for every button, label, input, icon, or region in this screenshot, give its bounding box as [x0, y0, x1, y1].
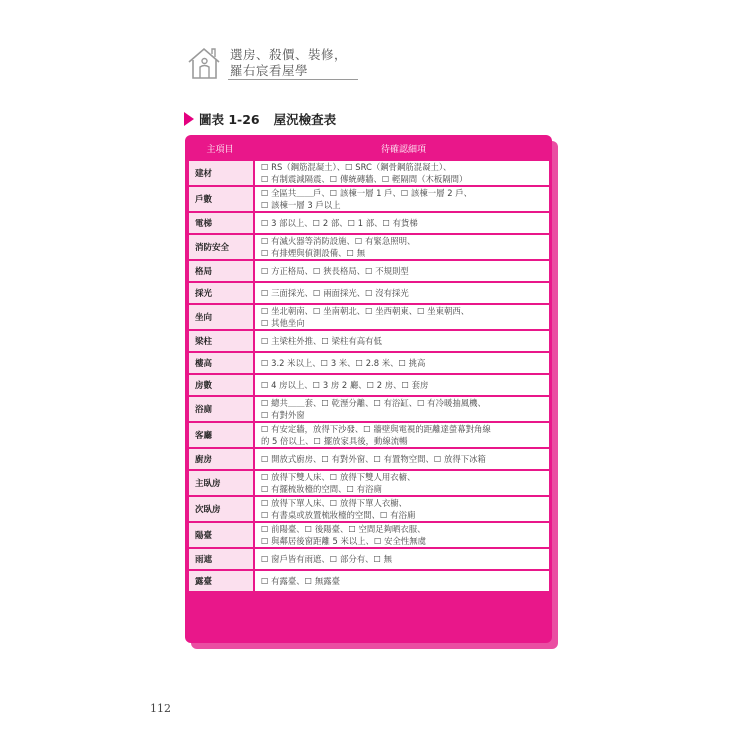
- table-row: [189, 571, 549, 591]
- table-row: [189, 235, 549, 259]
- table-row: [189, 261, 549, 281]
- row-details: [255, 471, 549, 495]
- detail-line: ☐ 放得下雙人床、☐ 放得下雙人用衣櫥、: [261, 471, 416, 482]
- row-main-item: 浴廁: [189, 397, 253, 421]
- table-row: [189, 549, 549, 569]
- row-details: [255, 305, 549, 329]
- row-main-item: 戶數: [189, 187, 253, 211]
- detail-line: 的 5 倍以上、☐ 擺放家具後，動線流暢: [261, 436, 408, 446]
- table-row: [189, 187, 549, 211]
- row-main-item: 主臥房: [189, 471, 253, 495]
- row-main-item: 坐向: [189, 305, 253, 329]
- row-main-item: 次臥房: [189, 497, 253, 521]
- table-row: [189, 305, 549, 329]
- triangle-marker-icon: [184, 112, 194, 126]
- table-row: [189, 331, 549, 351]
- detail-line: ☐ 有制震減隔震、☐ 傳統磚牆、☐ 輕隔間（木板隔間）: [261, 174, 468, 184]
- detail-line: ☐ 有擺梳妝檯的空間、☐ 有浴廁: [261, 484, 382, 494]
- row-details: [255, 261, 549, 281]
- header-divider: [228, 79, 358, 80]
- row-details: [255, 375, 549, 395]
- table-row: [189, 397, 549, 421]
- column-header-main: 主項目: [206, 144, 234, 155]
- book-title: [230, 47, 347, 79]
- row-main-item: 陽臺: [189, 523, 253, 547]
- detail-line: ☐ 3.2 米以上、☐ 3 米、☐ 2.8 米、☐ 挑高: [261, 357, 426, 368]
- detail-line: ☐ 有排煙與偵測設備、☐ 無: [261, 248, 366, 258]
- figure-name: 屋況檢查表: [273, 112, 337, 127]
- table-row: [189, 423, 549, 447]
- detail-line: ☐ 方正格局、☐ 狹長格局、☐ 不規則型: [261, 265, 409, 276]
- row-main-item: 客廳: [189, 423, 253, 447]
- book-title-line1: 選房、殺價、裝修，: [230, 47, 348, 62]
- row-details: [255, 161, 549, 185]
- table-row: [189, 353, 549, 373]
- row-details: [255, 423, 549, 447]
- row-main-item: 消防安全: [189, 235, 253, 259]
- figure-title: [184, 111, 336, 127]
- row-main-item: 採光: [189, 283, 253, 303]
- row-main-item: 露臺: [189, 571, 253, 591]
- detail-line: ☐ 有滅火器等消防設施、☐ 有緊急照明、: [261, 235, 416, 246]
- detail-line: ☐ 有露臺、☐ 無露臺: [261, 575, 340, 586]
- detail-line: ☐ 4 房以上、☐ 3 房 2 廳、☐ 2 房、☐ 套房: [261, 379, 429, 390]
- row-details: [255, 449, 549, 469]
- detail-line: ☐ 與鄰居後窗距離 5 米以上、☐ 安全性無虞: [261, 536, 426, 546]
- row-main-item: 廚房: [189, 449, 253, 469]
- detail-line: ☐ 前陽臺、☐ 後陽臺、☐ 空間足夠晒衣服、: [261, 523, 426, 534]
- detail-line: ☐ 有書桌或放置梳妝檯的空間、☐ 有浴廁: [261, 510, 416, 520]
- detail-line: ☐ 該棟一層 3 戶以上: [261, 200, 341, 210]
- inspection-table: [185, 135, 558, 649]
- row-details: [255, 283, 549, 303]
- table-row: [189, 161, 549, 185]
- book-title-line2: 羅右宸看屋學: [230, 63, 309, 78]
- row-main-item: 樓高: [189, 353, 253, 373]
- row-details: [255, 497, 549, 521]
- detail-line: ☐ 放得下單人床、☐ 放得下單人衣櫥、: [261, 497, 407, 508]
- row-main-item: 梁柱: [189, 331, 253, 351]
- row-details: [255, 235, 549, 259]
- row-details: [255, 571, 549, 591]
- row-main-item: 格局: [189, 261, 253, 281]
- detail-line: ☐ 三面採光、☐ 兩面採光、☐ 沒有採光: [261, 287, 409, 298]
- table-row: [189, 523, 549, 547]
- table-header: [185, 135, 552, 161]
- table-row: [189, 213, 549, 233]
- row-details: [255, 353, 549, 373]
- row-main-item: 電梯: [189, 213, 253, 233]
- table-body: [189, 161, 549, 593]
- house-logo-icon: [186, 46, 226, 80]
- detail-line: ☐ 坐北朝南、☐ 坐南朝北、☐ 坐西朝東、☐ 坐東朝西、: [261, 305, 470, 316]
- row-main-item: 建材: [189, 161, 253, 185]
- detail-line: ☐ 開放式廚房、☐ 有對外窗、☐ 有置物空間、☐ 放得下冰箱: [261, 453, 486, 464]
- table-row: [189, 449, 549, 469]
- detail-line: ☐ 有安定牆，放得下沙發、☐ 牆壁與電視的距離達螢幕對角線: [261, 423, 491, 434]
- row-details: [255, 523, 549, 547]
- row-main-item: 雨遮: [189, 549, 253, 569]
- table-row: [189, 471, 549, 495]
- row-details: [255, 331, 549, 351]
- row-details: [255, 549, 549, 569]
- page-number: 112: [150, 702, 171, 715]
- detail-line: ☐ RS（鋼筋混凝土）、☐ SRC（鋼骨鋼筋混凝土）、: [261, 161, 452, 172]
- row-details: [255, 397, 549, 421]
- row-main-item: 房數: [189, 375, 253, 395]
- detail-line: ☐ 有對外窗: [261, 410, 305, 420]
- detail-line: ☐ 3 部以上、☐ 2 部、☐ 1 部、☐ 有貨梯: [261, 217, 418, 228]
- table-row: [189, 375, 549, 395]
- detail-line: ☐ 窗戶皆有雨遮、☐ 部分有、☐ 無: [261, 553, 393, 564]
- figure-label: 圖表 1-26: [199, 112, 260, 127]
- detail-line: ☐ 全區共＿＿戶、☐ 該棟一層 1 戶、☐ 該棟一層 2 戶、: [261, 187, 472, 198]
- table-row: [189, 283, 549, 303]
- row-details: [255, 213, 549, 233]
- row-details: [255, 187, 549, 211]
- detail-line: ☐ 主梁柱外推、☐ 梁柱有高有低: [261, 335, 382, 346]
- detail-line: ☐ 其他坐向: [261, 318, 305, 328]
- column-header-sub: 待確認細項: [380, 144, 426, 155]
- table-row: [189, 497, 549, 521]
- detail-line: ☐ 總共＿＿套、☐ 乾溼分離、☐ 有浴缸、☐ 有冷暖抽風機、: [261, 397, 486, 408]
